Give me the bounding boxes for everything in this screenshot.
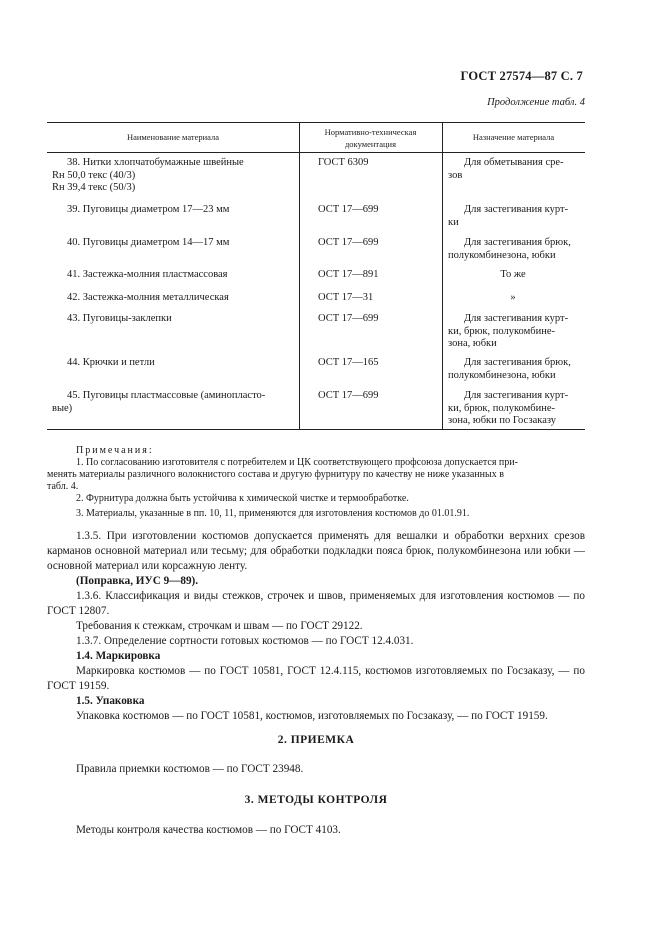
heading-1-5: 1.5. Упаковка [76, 695, 145, 707]
correction-note: (Поправка, ИУС 9—89). [76, 575, 199, 587]
table-row-purpose: Для застегивания брюк, полукомбинезона, юбки [448, 357, 571, 381]
table-row-name: 42. Застежка-молния металлическая [67, 292, 229, 303]
section-1-text [47, 529, 585, 724]
section-2-text: Правила приемки костюмов — по ГОСТ 23948. [76, 763, 304, 775]
table-row-name: 39. Пуговицы диаметром 17—23 мм [67, 204, 230, 215]
paragraph-1-3-5: 1.3.5. При изготовлении костюмов допускается применять для вешалки и обработки верхних срезов карманов основной материал или тесьму; для обработки подкладки пояса брюк, полукомбинезона или юбки — основной материал или корсажную ленту. [47, 530, 585, 572]
table-notes [47, 445, 585, 519]
note-item: табл. 4. [47, 480, 79, 492]
notes-title: Примечания: [76, 445, 154, 456]
table-row-purpose: То же [500, 269, 526, 280]
table-continuation-label: Продолжение табл. 4 [487, 97, 585, 108]
section-3-text: Методы контроля качества костюмов — по ГОСТ 4103. [76, 824, 341, 836]
table-row-name: 40. Пуговицы диаметром 14—17 мм [67, 237, 230, 248]
table-row-name: 38. Нитки хлопчатобумажные швейные Rн 50,0 текс (40/3) Rн 39,4 текс (50/3) [52, 157, 244, 193]
table-row-purpose: Для застегивания брюк, полукомбинезона, юбки [448, 237, 571, 261]
paragraph-1-5: Упаковка костюмов — по ГОСТ 10581, костюмов, изготовляемых по Госзаказу, — по ГОСТ 19159. [76, 710, 548, 722]
table-row-purpose: Для обметывания сре- зов [448, 157, 564, 181]
table-header-rule [47, 152, 585, 153]
table-row-purpose: Для застегивания курт- ки, брюк, полукомбине- зона, юбки по Госзаказу [448, 390, 569, 426]
table-row-name: 44. Крючки и петли [67, 357, 155, 368]
table-row-purpose: Для застегивания курт- ки, брюк, полукомбине- зона, юбки [448, 313, 569, 349]
paragraph-1-4: Маркировка костюмов — по ГОСТ 10581, ГОСТ 12.4.115, костюмов изготовляемых по Госзаказу, — по ГОСТ 19159. [47, 665, 585, 692]
table-row-purpose: » [510, 292, 516, 303]
column-header-purpose: Назначение материала [472, 132, 555, 142]
table-column-divider [442, 122, 443, 429]
table-row-name: 45. Пуговицы пластмассовые (аминопласто- вые) [52, 390, 266, 414]
table-row-name: 41. Застежка-молния пластмассовая [67, 269, 228, 280]
note-item: 2. Фурнитура должна быть устойчива к химической чистке и термообработке. [76, 492, 409, 504]
paragraph-1-3-6: 1.3.6. Классификация и виды стежков, строчек и швов, применяемых для изготовления костюмов — по ГОСТ 12807. [47, 590, 585, 617]
paragraph-1-3-7: 1.3.7. Определение сортности готовых костюмов — по ГОСТ 12.4.031. [76, 635, 414, 647]
paragraph-requirements: Требования к стежкам, строчкам и швам — по ГОСТ 29122. [76, 620, 363, 632]
table-row-purpose: Для застегивания курт- ки [448, 204, 569, 228]
table-column-divider [299, 122, 300, 429]
note-item: 3. Материалы, указанные в пп. 10, 11, применяются для изготовления костюмов до 01.01.91. [76, 507, 470, 519]
column-header-docs-line1: Нормативно-техническая [324, 127, 417, 137]
table-row-doc: ОСТ 17—699 [318, 313, 379, 324]
column-header-docs-line2: документация [344, 139, 397, 149]
table-bottom-rule [47, 429, 585, 430]
table-row-name: 43. Пуговицы-заклепки [67, 313, 172, 324]
section-2-title: 2. ПРИЕМКА [277, 734, 355, 746]
table-row-doc: ГОСТ 6309 [318, 157, 369, 168]
column-header-name: Наименование материала [126, 132, 220, 142]
page-header: ГОСТ 27574—87 С. 7 [460, 69, 583, 83]
table-row-doc: ОСТ 17—891 [318, 269, 379, 280]
table-top-rule [47, 122, 585, 123]
section-3-title: 3. МЕТОДЫ КОНТРОЛЯ [244, 794, 388, 806]
table-row-doc: ОСТ 17—699 [318, 390, 379, 401]
table-row-doc: ОСТ 17—699 [318, 204, 379, 215]
table-row-doc: ОСТ 17—165 [318, 357, 379, 368]
note-item: менять материалы различного волокнистого состава и другую фурнитуру по качеству не ниже указанных в [47, 468, 504, 480]
note-item: 1. По согласованию изготовителя с потребителем и ЦК соответствующего профсоюза допускается при- [76, 456, 518, 468]
table-row-doc: ОСТ 17—699 [318, 237, 379, 248]
heading-1-4: 1.4. Маркировка [76, 650, 161, 662]
table-row-doc: ОСТ 17—31 [318, 292, 374, 303]
